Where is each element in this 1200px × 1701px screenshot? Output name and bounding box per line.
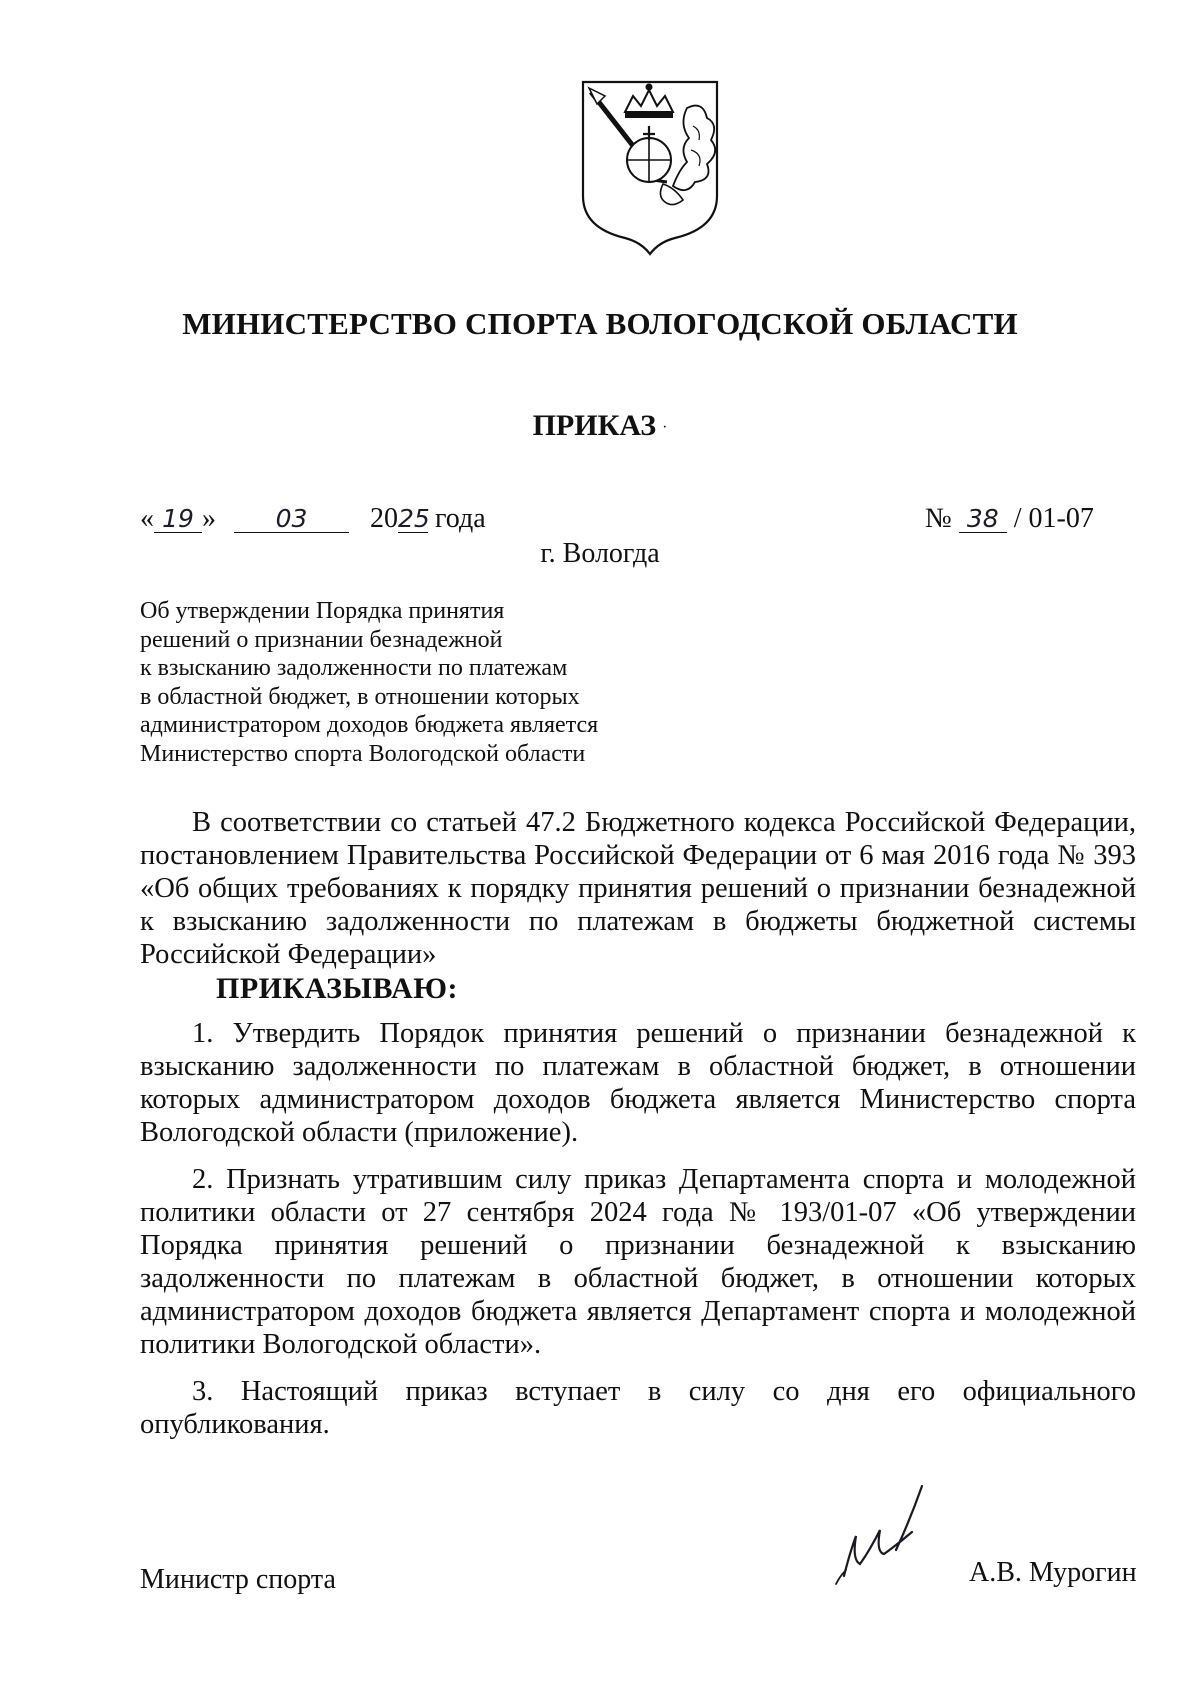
handwritten-signature	[826, 1480, 931, 1590]
subject-line: к взысканию задолженности по платежам	[140, 655, 568, 682]
order-item-3: 3. Настоящий приказ вступает в силу со дня его официального опубликования.	[140, 1376, 1136, 1440]
number-suffix: / 01-07	[1013, 503, 1094, 534]
order-date	[140, 503, 486, 535]
document-type	[0, 409, 1200, 443]
order-body	[140, 806, 1136, 1455]
order-subject	[140, 597, 660, 769]
subject-line: в областной бюджет, в отношении которых	[140, 683, 580, 710]
preamble: В соответствии со статьей 47.2 Бюджетного кодекса Российской Федерации, постановлением Правительства Российской Федерации от 6 мая 2016 года № 393 «Об общих требованиях к порядку принятия решений о признании безнадежной к взысканию задолженности по платежам в бюджеты бюджетной системы Российской Федерации»	[140, 807, 1136, 970]
coat-of-arms-icon	[575, 78, 725, 258]
order-number	[925, 503, 1094, 535]
signatory-position: Министр спорта	[140, 1564, 336, 1595]
subject-line: администратором доходов бюджета является	[140, 712, 599, 739]
ministry-name: МИНИСТЕРСТВО СПОРТА ВОЛОГОДСКОЙ ОБЛАСТИ	[182, 306, 1018, 341]
subject-line: Об утверждении Порядка принятия	[140, 598, 505, 624]
number-value: 38	[959, 506, 1007, 533]
date-day: 19	[154, 506, 202, 533]
date-year-suffix: 25	[398, 504, 430, 533]
document-type-mark: ·	[662, 419, 668, 437]
signatory-name: А.В. Мурогин	[969, 1557, 1137, 1588]
date-open-quote: «	[140, 503, 154, 534]
city: г. Вологда	[540, 538, 660, 569]
document-type-label: ПРИКАЗ	[532, 409, 657, 442]
date-year-word: года	[435, 503, 486, 534]
date-month: 03	[234, 506, 349, 533]
date-year-prefix: 20	[370, 503, 398, 534]
subject-line: решений о признании безнадежной	[140, 626, 503, 653]
order-item-1: 1. Утвердить Порядок принятия решений о признании безнадежной к взысканию задолженности по платежам в областной бюджет, в отношении которых администратором доходов бюджета является Министерство спорта Вологодской области (приложение).	[140, 1018, 1136, 1148]
date-close-quote: »	[202, 503, 216, 534]
subject-line: Министерство спорта Вологодской области	[140, 740, 586, 767]
number-prefix: №	[925, 503, 952, 534]
order-verb: ПРИКАЗЫВАЮ:	[216, 972, 459, 1005]
order-item-2: 2. Признать утратившим силу приказ Департамента спорта и молодежной политики области от 27 сентября 2024 года № 193/01-07 «Об утверждении Порядка принятия решений о признании безнадежной к взысканию задолженности по платежам в областной бюджет, в отношении которых администратором доходов бюджета является Департамент спорта и молодежной политики Вологодской области».	[140, 1164, 1136, 1360]
